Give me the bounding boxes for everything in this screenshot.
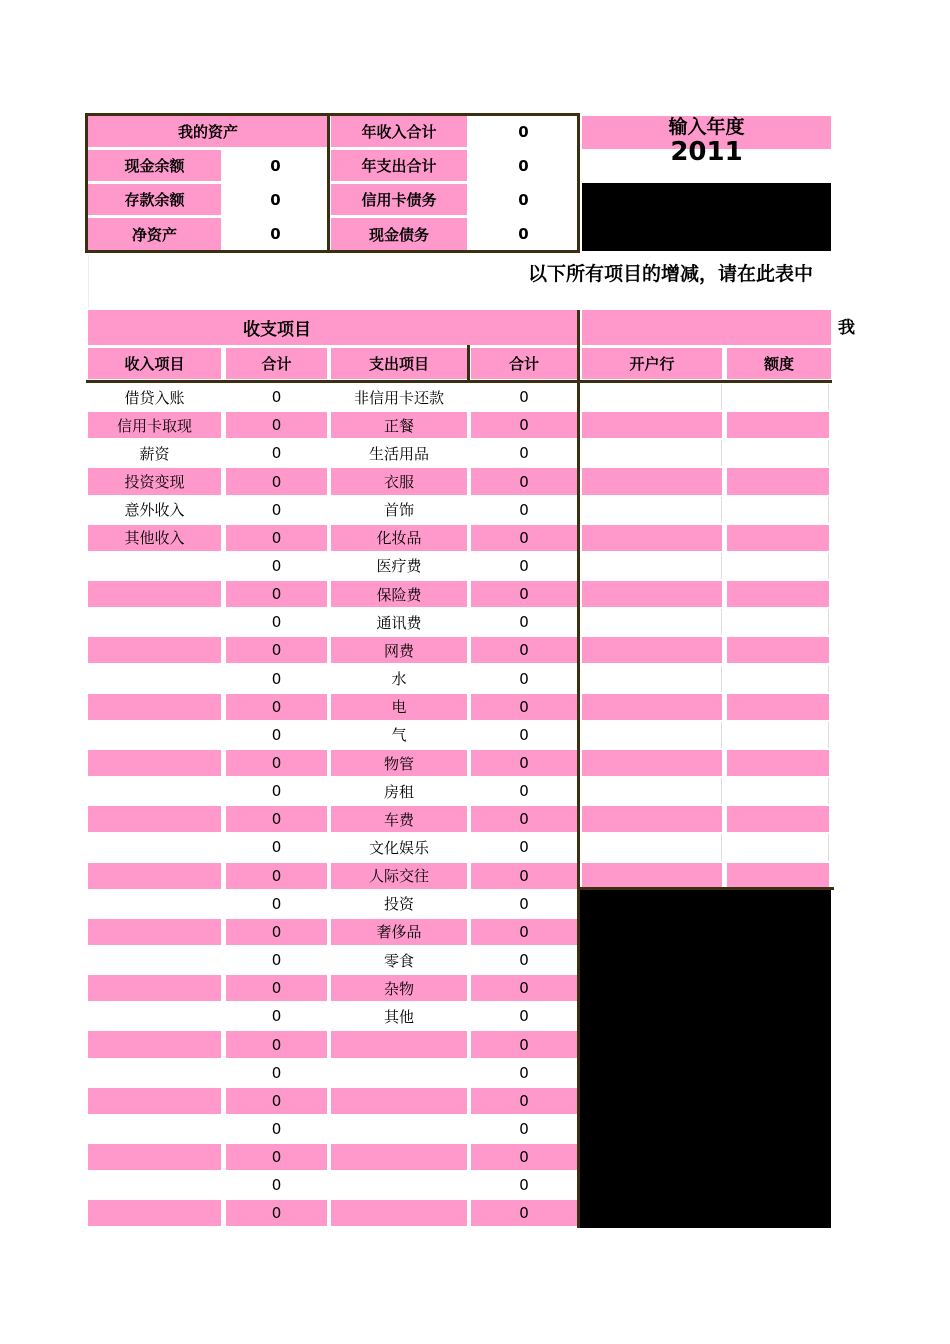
limit-cell[interactable]: [727, 468, 829, 494]
limit-cell[interactable]: [727, 553, 829, 579]
summary-border-top: [86, 113, 580, 116]
limit-cell[interactable]: [727, 666, 829, 692]
expense-item-cell[interactable]: [331, 1060, 467, 1086]
expense-item-cell[interactable]: 非信用卡还款: [331, 384, 467, 410]
bank-cell[interactable]: [582, 666, 722, 692]
income-item-cell[interactable]: [88, 609, 221, 635]
expense-total-cell[interactable]: 0: [471, 1088, 577, 1114]
expense-item-cell[interactable]: [331, 1088, 467, 1114]
bank-cell[interactable]: [582, 468, 722, 494]
income-total-cell[interactable]: 0: [226, 1116, 327, 1142]
income-total-cell[interactable]: 0: [226, 609, 327, 635]
expense-total-cell[interactable]: 0: [471, 1172, 577, 1198]
side-header-fill: [582, 310, 831, 345]
income-total-cell[interactable]: 0: [226, 1088, 327, 1114]
income-item-cell[interactable]: [88, 947, 221, 973]
income-item-cell[interactable]: 薪资: [88, 440, 221, 466]
income-item-cell[interactable]: [88, 919, 221, 945]
bank-cell[interactable]: [582, 553, 722, 579]
expense-total-cell[interactable]: 0: [471, 1200, 577, 1226]
expense-total-cell[interactable]: 0: [471, 497, 577, 523]
column-header-income-item: 收入项目: [88, 348, 221, 379]
year-label: 输入年度: [668, 115, 745, 138]
limit-cell[interactable]: [727, 863, 829, 889]
expense-item-cell[interactable]: 首饰: [331, 497, 467, 523]
year-value[interactable]: 2011: [670, 137, 743, 167]
cash-balance-value[interactable]: 0: [223, 150, 328, 181]
summary-border-right: [577, 113, 580, 253]
income-item-cell[interactable]: [88, 975, 221, 1001]
side-header: 我: [838, 318, 855, 338]
income-total-cell[interactable]: 0: [226, 666, 327, 692]
income-item-cell[interactable]: [88, 1031, 221, 1057]
expense-total-cell[interactable]: 0: [471, 1003, 577, 1029]
deposit-balance-label: 存款余额: [88, 184, 221, 215]
expense-total-cell[interactable]: 0: [471, 637, 577, 663]
expense-item-cell[interactable]: 文化娱乐: [331, 834, 467, 860]
income-total-cell[interactable]: 0: [226, 497, 327, 523]
expense-item-cell[interactable]: 医疗费: [331, 553, 467, 579]
expense-total-value[interactable]: 0: [469, 150, 578, 181]
income-item-cell[interactable]: 意外收入: [88, 497, 221, 523]
cash-debt-value[interactable]: 0: [469, 218, 578, 250]
income-total-cell[interactable]: 0: [226, 947, 327, 973]
year-black-block: [582, 183, 831, 251]
income-total-cell[interactable]: 0: [226, 975, 327, 1001]
limit-cell[interactable]: [727, 412, 829, 438]
expense-item-cell[interactable]: 生活用品: [331, 440, 467, 466]
column-header-income-total: 合计: [226, 348, 327, 379]
expense-total-cell[interactable]: 0: [471, 919, 577, 945]
income-total-cell[interactable]: 0: [226, 581, 327, 607]
limit-cell[interactable]: [727, 637, 829, 663]
expense-total-cell[interactable]: 0: [471, 666, 577, 692]
limit-cell[interactable]: [727, 750, 829, 776]
income-total-cell[interactable]: 0: [226, 694, 327, 720]
expense-total-cell[interactable]: 0: [471, 440, 577, 466]
income-item-cell[interactable]: [88, 637, 221, 663]
column-header-bank: 开户行: [582, 348, 722, 379]
expense-total-cell[interactable]: 0: [471, 1144, 577, 1170]
income-total-value[interactable]: 0: [469, 116, 578, 147]
expense-item-cell[interactable]: 网费: [331, 637, 467, 663]
credit-debt-value[interactable]: 0: [469, 184, 578, 215]
income-item-cell[interactable]: [88, 1116, 221, 1142]
income-item-cell[interactable]: [88, 834, 221, 860]
income-item-cell[interactable]: 其他收入: [88, 525, 221, 551]
expense-item-cell[interactable]: 保险费: [331, 581, 467, 607]
column-header-expense-total: 合计: [471, 348, 577, 379]
income-item-cell[interactable]: [88, 722, 221, 748]
credit-debt-label: 信用卡债务: [331, 184, 467, 215]
expense-total-cell[interactable]: 0: [471, 750, 577, 776]
income-total-cell[interactable]: 0: [226, 525, 327, 551]
expense-item-cell[interactable]: 电: [331, 694, 467, 720]
income-total-cell[interactable]: 0: [226, 637, 327, 663]
side-black-block: [580, 890, 831, 1228]
expense-total-cell[interactable]: 0: [471, 525, 577, 551]
income-total-cell[interactable]: 0: [226, 553, 327, 579]
income-total-cell[interactable]: 0: [226, 834, 327, 860]
net-assets-label: 净资产: [88, 218, 221, 250]
bank-cell[interactable]: [582, 750, 722, 776]
income-total-cell[interactable]: 0: [226, 891, 327, 917]
expense-item-cell[interactable]: 衣服: [331, 468, 467, 494]
expense-item-cell[interactable]: 奢侈品: [331, 919, 467, 945]
assets-title: 我的资产: [88, 116, 328, 147]
income-total-cell[interactable]: 0: [226, 778, 327, 804]
expense-total-cell[interactable]: 0: [471, 609, 577, 635]
bank-cell[interactable]: [582, 778, 722, 804]
limit-cell[interactable]: [727, 384, 829, 410]
income-item-cell[interactable]: [88, 694, 221, 720]
limit-cell[interactable]: [727, 497, 829, 523]
income-total-cell[interactable]: 0: [226, 806, 327, 832]
expense-item-cell[interactable]: 水: [331, 666, 467, 692]
expense-item-cell[interactable]: 正餐: [331, 412, 467, 438]
expense-item-cell[interactable]: [331, 1031, 467, 1057]
expense-item-cell[interactable]: 零食: [331, 947, 467, 973]
income-item-cell[interactable]: [88, 581, 221, 607]
expense-total-cell[interactable]: 0: [471, 412, 577, 438]
summary-border-middle: [327, 113, 330, 253]
expense-total-cell[interactable]: 0: [471, 581, 577, 607]
income-item-cell[interactable]: [88, 1088, 221, 1114]
limit-cell[interactable]: [727, 609, 829, 635]
header-border-bottom: [86, 380, 832, 383]
expense-item-cell[interactable]: 化妆品: [331, 525, 467, 551]
income-total-cell[interactable]: 0: [226, 919, 327, 945]
expense-total-cell[interactable]: 0: [471, 694, 577, 720]
expense-item-cell[interactable]: 人际交往: [331, 863, 467, 889]
income-total-cell[interactable]: 0: [226, 1031, 327, 1057]
bank-cell[interactable]: [582, 834, 722, 860]
net-assets-value[interactable]: 0: [223, 218, 328, 250]
expense-total-cell[interactable]: 0: [471, 1116, 577, 1142]
income-item-cell[interactable]: [88, 1172, 221, 1198]
expense-total-cell[interactable]: 0: [471, 975, 577, 1001]
expense-item-cell[interactable]: [331, 1116, 467, 1142]
bank-cell[interactable]: [582, 440, 722, 466]
section-header-fill: [466, 310, 577, 345]
limit-cell[interactable]: [727, 834, 829, 860]
income-total-cell[interactable]: 0: [226, 863, 327, 889]
bank-cell[interactable]: [582, 609, 722, 635]
income-item-cell[interactable]: 信用卡取现: [88, 412, 221, 438]
expense-total-cell[interactable]: 0: [471, 863, 577, 889]
expense-total-label: 年支出合计: [331, 150, 467, 181]
expense-item-cell[interactable]: [331, 1172, 467, 1198]
column-header-expense-item: 支出项目: [331, 348, 467, 379]
income-total-cell[interactable]: 0: [226, 1144, 327, 1170]
bank-cell[interactable]: [582, 722, 722, 748]
cash-balance-label: 现金余额: [88, 150, 221, 181]
income-total-cell[interactable]: 0: [226, 440, 327, 466]
expense-item-cell[interactable]: 投资: [331, 891, 467, 917]
expense-total-cell[interactable]: 0: [471, 891, 577, 917]
expense-total-cell[interactable]: 0: [471, 834, 577, 860]
summary-border-left: [85, 113, 88, 253]
income-item-cell[interactable]: [88, 666, 221, 692]
income-total-cell[interactable]: 0: [226, 750, 327, 776]
income-item-cell[interactable]: [88, 1060, 221, 1086]
expense-total-cell[interactable]: 0: [471, 1060, 577, 1086]
bank-cell[interactable]: [582, 694, 722, 720]
income-total-cell[interactable]: 0: [226, 1200, 327, 1226]
income-item-cell[interactable]: [88, 778, 221, 804]
expense-item-cell[interactable]: 房租: [331, 778, 467, 804]
bank-cell[interactable]: [582, 637, 722, 663]
income-item-cell[interactable]: [88, 553, 221, 579]
bank-cell[interactable]: [582, 497, 722, 523]
income-item-cell[interactable]: 借贷入账: [88, 384, 221, 410]
income-item-cell[interactable]: 投资变现: [88, 468, 221, 494]
income-item-cell[interactable]: [88, 1003, 221, 1029]
limit-cell[interactable]: [727, 525, 829, 551]
summary-border-bottom: [86, 250, 580, 253]
expense-total-cell[interactable]: 0: [471, 947, 577, 973]
income-total-cell[interactable]: 0: [226, 1003, 327, 1029]
income-item-cell[interactable]: [88, 806, 221, 832]
expense-item-cell[interactable]: 气: [331, 722, 467, 748]
income-total-cell[interactable]: 0: [226, 384, 327, 410]
income-item-cell[interactable]: [88, 863, 221, 889]
column-header-limit: 额度: [727, 348, 831, 379]
notice-text: 以下所有项目的增减，请在此表中: [528, 263, 814, 285]
expense-total-cell[interactable]: 0: [471, 553, 577, 579]
bank-cell[interactable]: [582, 525, 722, 551]
expense-total-cell[interactable]: 0: [471, 778, 577, 804]
bank-cell[interactable]: [582, 806, 722, 832]
income-total-cell[interactable]: 0: [226, 468, 327, 494]
income-total-cell[interactable]: 0: [226, 1172, 327, 1198]
cash-debt-label: 现金债务: [331, 218, 467, 250]
bank-cell[interactable]: [582, 581, 722, 607]
income-total-cell[interactable]: 0: [226, 722, 327, 748]
expense-total-cell[interactable]: 0: [471, 468, 577, 494]
income-item-cell[interactable]: [88, 891, 221, 917]
income-total-cell[interactable]: 0: [226, 412, 327, 438]
header-divider: [467, 345, 470, 381]
expense-item-cell[interactable]: 杂物: [331, 975, 467, 1001]
expense-total-cell[interactable]: 0: [471, 806, 577, 832]
income-total-cell[interactable]: 0: [226, 1060, 327, 1086]
expense-item-cell[interactable]: 车费: [331, 806, 467, 832]
bank-cell[interactable]: [582, 863, 722, 889]
income-item-cell[interactable]: [88, 1200, 221, 1226]
limit-cell[interactable]: [727, 722, 829, 748]
limit-cell[interactable]: [727, 694, 829, 720]
limit-cell[interactable]: [727, 581, 829, 607]
limit-cell[interactable]: [727, 440, 829, 466]
expense-total-cell[interactable]: 0: [471, 384, 577, 410]
income-total-label: 年收入合计: [331, 116, 467, 147]
expense-item-cell[interactable]: 其他: [331, 1003, 467, 1029]
limit-cell[interactable]: [727, 778, 829, 804]
expense-item-cell[interactable]: 通讯费: [331, 609, 467, 635]
section-header: 收支项目: [88, 310, 466, 345]
expense-total-cell[interactable]: 0: [471, 1031, 577, 1057]
income-item-cell[interactable]: [88, 750, 221, 776]
bank-cell[interactable]: [582, 412, 722, 438]
limit-cell[interactable]: [727, 806, 829, 832]
expense-item-cell[interactable]: [331, 1200, 467, 1226]
deposit-balance-value[interactable]: 0: [223, 184, 328, 215]
expense-item-cell[interactable]: 物管: [331, 750, 467, 776]
expense-item-cell[interactable]: [331, 1144, 467, 1170]
income-item-cell[interactable]: [88, 1144, 221, 1170]
expense-total-cell[interactable]: 0: [471, 722, 577, 748]
bank-cell[interactable]: [582, 384, 722, 410]
